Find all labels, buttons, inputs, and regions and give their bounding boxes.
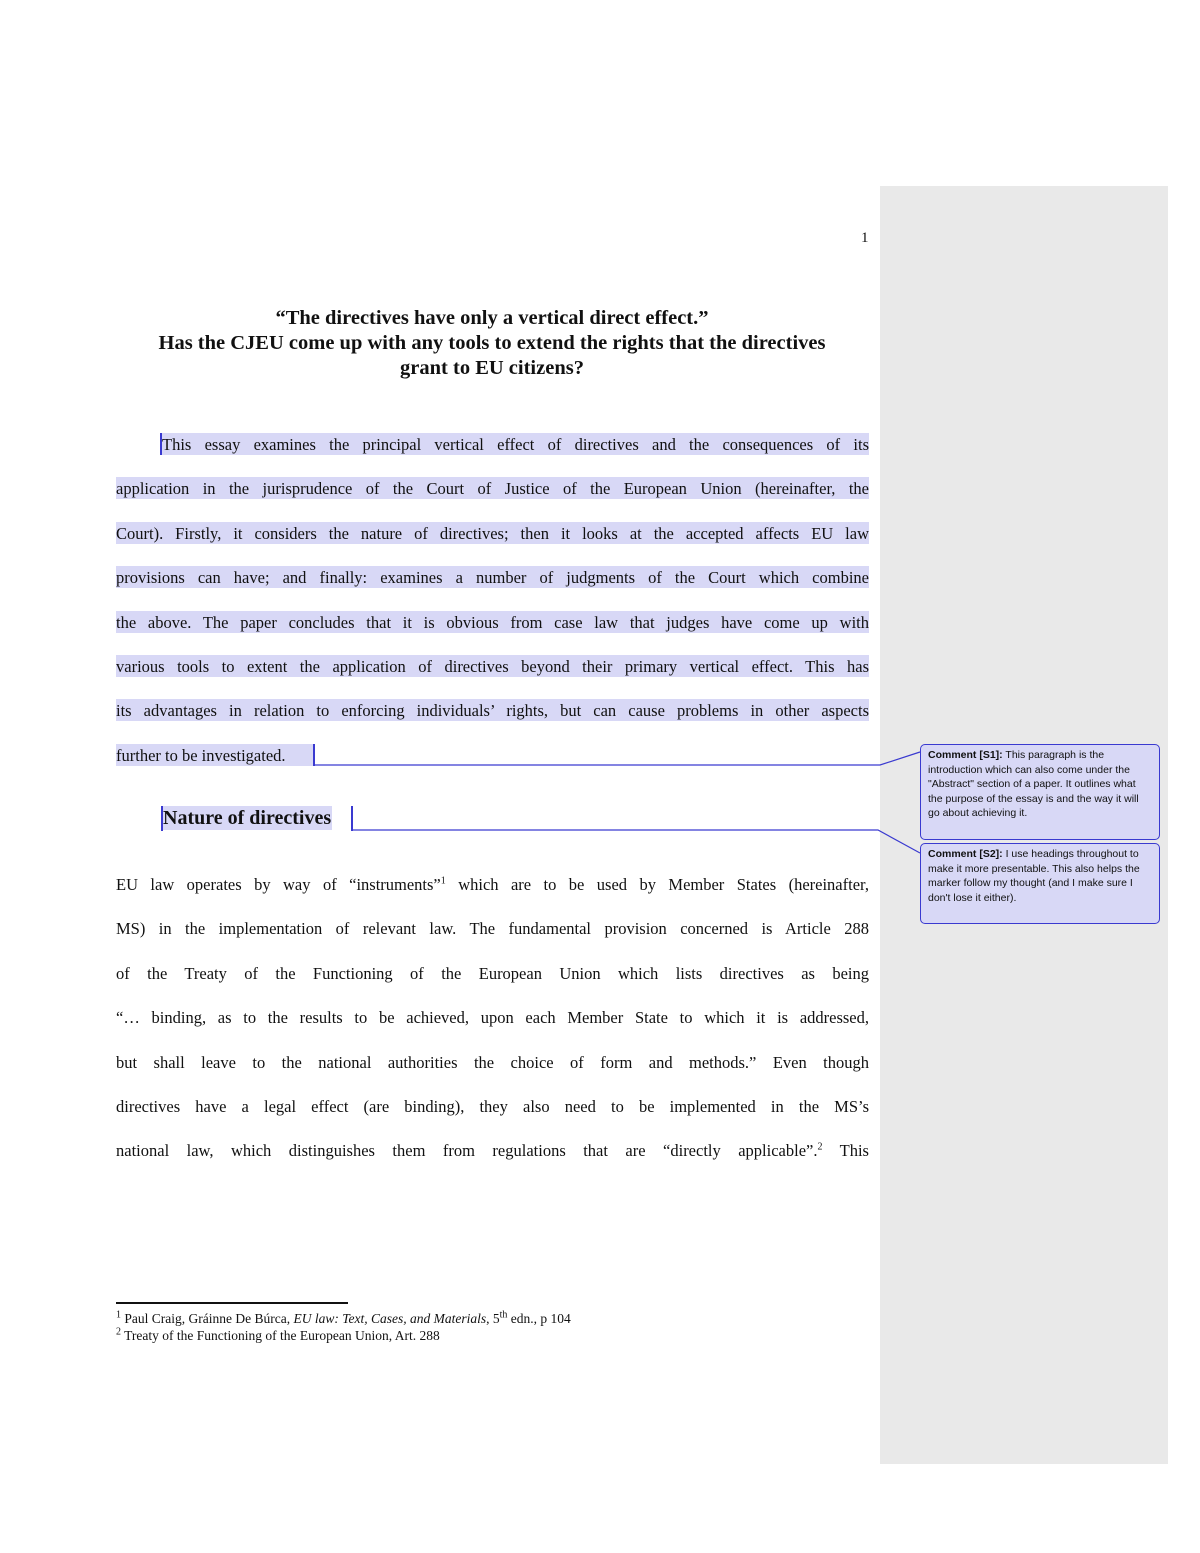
footnote-text: Treaty of the Functioning of the European Union, Art. 288: [121, 1328, 440, 1343]
body-line: “… binding, as to the results to be achieved, upon each Member State to which it is addressed,: [116, 1008, 869, 1027]
footnote-ordinal: th: [499, 1309, 508, 1321]
footnote-text: edn., p 104: [507, 1311, 571, 1326]
intro-line: various tools to extent the application of directives beyond their primary vertical effect. This has: [116, 657, 869, 676]
page-number: 1: [861, 230, 869, 246]
comment-balloon-s1[interactable]: [920, 744, 1160, 840]
body-text-span: This: [822, 1141, 869, 1160]
intro-line: the above. The paper concludes that it is obvious from case law that judges have come up with: [116, 613, 869, 632]
body-line: [116, 875, 869, 895]
footnote-text: , 5: [486, 1311, 500, 1326]
footnote-book-title: EU law: Text, Cases, and Materials: [293, 1311, 487, 1326]
comment-text: I use headings throughout to make it more presentable. This also helps the marker follow my thought (and I make sure I don't lose it either).: [928, 848, 1140, 904]
body-text-span: which are to be used by Member States (hereinafter,: [445, 875, 869, 894]
footnote-number: 2: [116, 1326, 121, 1338]
title-line-1: “The directives have only a vertical direct effect.”: [275, 307, 709, 329]
body-line: of the Treaty of the Functioning of the European Union which lists directives as being: [116, 964, 869, 983]
comment-balloon-s2[interactable]: [920, 843, 1160, 924]
connector-s2: [352, 830, 920, 853]
body-text-span: national law, which distinguishes them from regulations that are “directly applicable”.: [116, 1141, 818, 1160]
comment-text: This paragraph is the introduction which can also come under the "Abstract" section of a paper. It outlines what the purpose of the essay is and the way it will go about achieving it.: [928, 749, 1139, 819]
body-line: MS) in the implementation of relevant law. The fundamental provision concerned is Article 288: [116, 919, 869, 938]
intro-line: Court). Firstly, it considers the nature of directives; then it looks at the accepted affects EU law: [116, 524, 869, 543]
intro-line: This essay examines the principal vertical effect of directives and the consequences of its: [162, 435, 869, 454]
intro-line: its advantages in relation to enforcing individuals’ rights, but can cause problems in other aspects: [116, 701, 869, 720]
body-line: directives have a legal effect (are binding), they also need to be implemented in the MS’s: [116, 1097, 869, 1116]
footnote-ref[interactable]: 2: [817, 1141, 823, 1153]
intro-line: application in the jurisprudence of the Court of Justice of the European Union (hereinafter, the: [116, 479, 869, 498]
title-line-2: Has the CJEU come up with any tools to extend the rights that the directives: [158, 332, 826, 354]
title-line-3: grant to EU citizens?: [400, 357, 584, 379]
connector-s1: [314, 752, 920, 765]
section-heading: Nature of directives: [163, 807, 332, 829]
body-line: [116, 1141, 869, 1161]
footnote-ref[interactable]: 1: [440, 875, 446, 887]
footnote-separator: [116, 1302, 348, 1304]
intro-line: provisions can have; and finally: examines a number of judgments of the Court which combine: [116, 568, 869, 587]
footnote-number: 1: [116, 1309, 121, 1321]
intro-line: further to be investigated.: [116, 746, 286, 765]
footnote-1: [116, 1311, 571, 1327]
body-line: but shall leave to the national authorities the choice of form and methods.” Even though: [116, 1053, 869, 1072]
body-text-span: EU law operates by way of “instruments”: [116, 875, 441, 894]
footnote-2: [116, 1328, 440, 1344]
footnote-text: Paul Craig, Gráinne De Búrca,: [121, 1311, 294, 1326]
comment-label: Comment [S1]:: [928, 749, 1003, 761]
comment-label: Comment [S2]:: [928, 848, 1003, 860]
